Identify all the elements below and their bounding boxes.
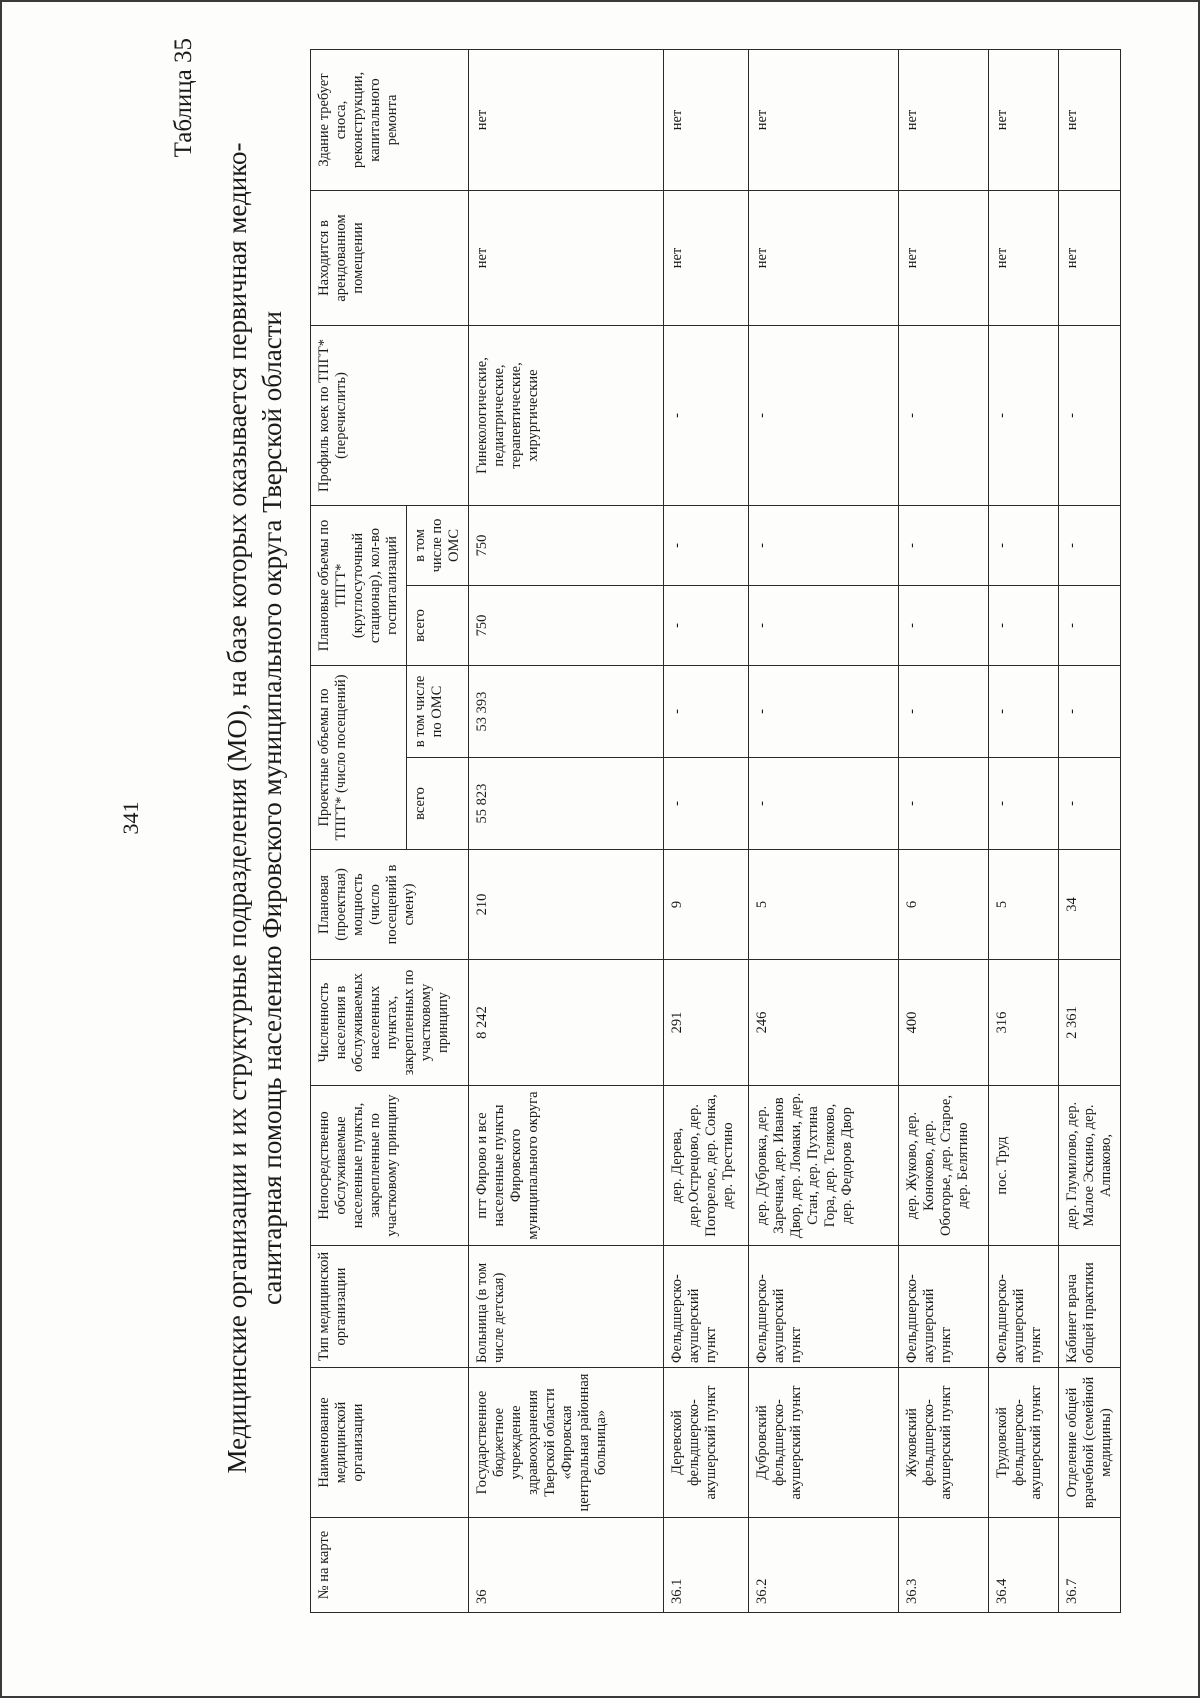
table-row [469, 50, 664, 1613]
cell-hosp-oms: - [1059, 506, 1121, 586]
header-visits-total: всего [407, 758, 469, 850]
cell-visits-oms: - [899, 666, 989, 758]
cell-rented: нет [899, 191, 989, 326]
table-row [989, 50, 1059, 1613]
cell-visits-oms: - [664, 666, 749, 758]
cell-settlements: пгт Фирово и все населенные пункты Фировского муниципального округа [469, 1086, 664, 1246]
cell-repair: нет [749, 50, 899, 191]
cell-hosp-oms: - [664, 506, 749, 586]
table-number: Таблица 35 [170, 38, 197, 158]
cell-visits-total: - [899, 758, 989, 850]
table-row [664, 50, 749, 1613]
header-hosp-oms: в том числе по ОМС [407, 506, 469, 586]
cell-visits-total: 55 823 [469, 758, 664, 850]
header-type: Тип медицинской организации [311, 1246, 469, 1368]
cell-name: Государственное бюджетное учреждение здравоохранения Тверской области «Фировская центральная районная больница» [469, 1368, 664, 1518]
header-beds: Профиль коек по ТПГТ* (перечислить) [311, 326, 469, 506]
cell-capacity: 5 [989, 850, 1059, 960]
cell-settlements: дер. Жуково, дер. Коноково, дер. Обогорье, дер. Старое, дер. Белятино [899, 1086, 989, 1246]
cell-rented: нет [749, 191, 899, 326]
cell-visits-oms: 53 393 [469, 666, 664, 758]
cell-beds: - [1059, 326, 1121, 506]
cell-hosp-oms: 750 [469, 506, 664, 586]
header-hosp-total: всего [407, 586, 469, 666]
cell-capacity: 6 [899, 850, 989, 960]
cell-beds: - [989, 326, 1059, 506]
heading-line-1: Медицинские организации и их структурные подразделения (МО), на базе которых оказывается первичная медико- [222, 142, 252, 1474]
cell-rented: нет [469, 191, 664, 326]
cell-visits-total: - [1059, 758, 1121, 850]
cell-population: 291 [664, 960, 749, 1086]
cell-repair: нет [664, 50, 749, 191]
heading-line-2: санитарная помощь населению Фировского муниципального округа Тверской области [257, 311, 287, 1305]
cell-beds: - [899, 326, 989, 506]
table-row [899, 50, 989, 1613]
cell-hosp-total: - [899, 586, 989, 666]
cell-repair: нет [989, 50, 1059, 191]
cell-type: Фельдшерско-акушерский пункт [989, 1246, 1059, 1368]
cell-settlements: дер. Глумилово, дер. Малое Эскино, дер. Алпаково, [1059, 1086, 1121, 1246]
cell-capacity: 210 [469, 850, 664, 960]
cell-capacity: 9 [664, 850, 749, 960]
cell-type: Фельдшерско-акушерский пункт [749, 1246, 899, 1368]
cell-repair: нет [1059, 50, 1121, 191]
cell-settlements: пос. Труд [989, 1086, 1059, 1246]
cell-hosp-oms: - [749, 506, 899, 586]
header-hosp-group: Плановые объемы по ТПГТ* (круглосуточный стационар), кол-во госпитализаций [311, 506, 407, 666]
cell-num: 36.1 [664, 1518, 749, 1613]
cell-name: Деревской фельдшерско-акушерский пункт [664, 1368, 749, 1518]
cell-visits-total: - [989, 758, 1059, 850]
table-container [310, 50, 1121, 1613]
cell-type: Фельдшерско-акушерский пункт [664, 1246, 749, 1368]
cell-visits-oms: - [1059, 666, 1121, 758]
cell-hosp-total: 750 [469, 586, 664, 666]
cell-population: 8 242 [469, 960, 664, 1086]
header-population: Численность населения в обслуживаемых населенных пунктах, закрепленных по участковому принципу [311, 960, 469, 1086]
page-number: 341 [118, 801, 143, 835]
cell-visits-oms: - [749, 666, 899, 758]
table-row [749, 50, 899, 1613]
cell-population: 400 [899, 960, 989, 1086]
cell-type: Фельдшерско-акушерский пункт [899, 1246, 989, 1368]
cell-num: 36 [469, 1518, 664, 1613]
cell-hosp-oms: - [989, 506, 1059, 586]
cell-name: Жуковский фельдшерско-акушерский пункт [899, 1368, 989, 1518]
cell-hosp-total: - [664, 586, 749, 666]
cell-repair: нет [899, 50, 989, 191]
header-settlements: Непосредственно обслуживаемые населенные пункты, закрепленные по участковому принципу [311, 1086, 469, 1246]
medical-organizations-table [310, 49, 1121, 1613]
cell-hosp-total: - [749, 586, 899, 666]
cell-hosp-total: - [1059, 586, 1121, 666]
cell-num: 36.2 [749, 1518, 899, 1613]
cell-name: Трудовской фельдшерско-акушерский пункт [989, 1368, 1059, 1518]
cell-population: 2 361 [1059, 960, 1121, 1086]
cell-visits-total: - [749, 758, 899, 850]
header-rented: Находится в арендованном помещении [311, 191, 469, 326]
cell-hosp-oms: - [899, 506, 989, 586]
cell-beds: - [749, 326, 899, 506]
cell-rented: нет [664, 191, 749, 326]
cell-rented: нет [1059, 191, 1121, 326]
cell-beds: - [664, 326, 749, 506]
cell-capacity: 34 [1059, 850, 1121, 960]
cell-visits-oms: - [989, 666, 1059, 758]
header-repair: Здание требует сноса, реконструкции, капитального ремонта [311, 50, 469, 191]
cell-num: 36.4 [989, 1518, 1059, 1613]
cell-population: 246 [749, 960, 899, 1086]
cell-population: 316 [989, 960, 1059, 1086]
cell-visits-total: - [664, 758, 749, 850]
cell-capacity: 5 [749, 850, 899, 960]
cell-name: Дубровский фельдшерско-акушерский пункт [749, 1368, 899, 1518]
cell-num: 36.7 [1059, 1518, 1121, 1613]
cell-settlements: дер. Дубровка, дер. Заречная, дер. Иванов Двор, дер. Ломаки, дер. Стан, дер. Пухтина Гора, дер. Теляково, дер. Федоров Двор [749, 1086, 899, 1246]
document-heading [220, 68, 290, 1548]
cell-name: Отделение общей врачебной (семейной медицины) [1059, 1368, 1121, 1518]
cell-beds: Гинекологические, педиатрические, терапевтические, хирургические [469, 326, 664, 506]
cell-type: Больница (в том числе детская) [469, 1246, 664, 1368]
table-row [1059, 50, 1121, 1613]
cell-type: Кабинет врача общей практики [1059, 1246, 1121, 1368]
header-visits-oms: в том числе по ОМС [407, 666, 469, 758]
cell-repair: нет [469, 50, 664, 191]
cell-hosp-total: - [989, 586, 1059, 666]
header-visits-group: Проектные объемы по ТПГТ* (число посещений) [311, 666, 407, 850]
cell-settlements: дер. Дерева, дер.Острецово, дер. Погорелое, дер. Сонка, дер. Трестино [664, 1086, 749, 1246]
header-capacity: Плановая (проектная) мощность (число посещений в смену) [311, 850, 469, 960]
header-num: № на карте [311, 1518, 469, 1613]
cell-num: 36.3 [899, 1518, 989, 1613]
header-row [311, 50, 407, 1613]
header-name: Наименование медицинской организации [311, 1368, 469, 1518]
cell-rented: нет [989, 191, 1059, 326]
